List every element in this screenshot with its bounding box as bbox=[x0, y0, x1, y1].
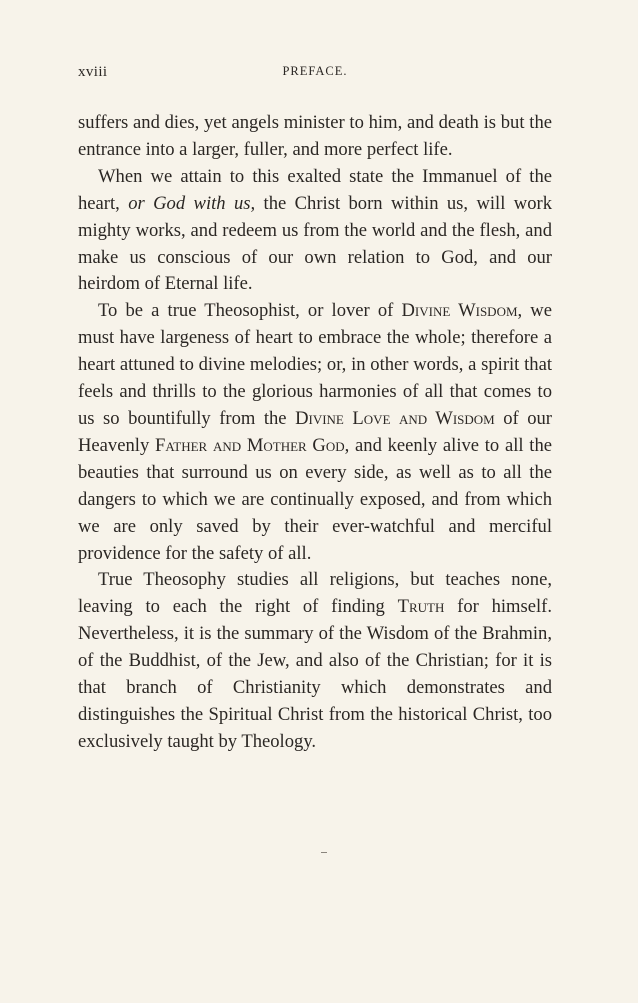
paragraph-3-text-d: and keenly alive to all the beauties that surround us on every side, as well as to all the dangers to which we are continually exposed, and from which we are only saved by their ever-watchful and merciful providence for the safety of all. bbox=[78, 434, 552, 564]
paragraph-1 bbox=[78, 110, 552, 164]
paragraph-3-smallcaps-2: Divine Love and Wisdom bbox=[295, 407, 495, 429]
paragraph-1-text: suffers and dies, yet angels minister to him, and death is but the entrance into a larger, fuller, and more perfect life. bbox=[78, 112, 552, 160]
paragraph-4-text-b: for himself. Nevertheless, it is the summary of the Wisdom of the Brahmin, of the Buddhist, of the Jew, and also of the Christian; for it is that branch of Christianity which demonstrates and distinguishes the Spiritual Christ from the historical Christ, too exclusively taught by Theology. bbox=[78, 596, 552, 752]
paragraph-4 bbox=[78, 567, 552, 755]
paragraph-3-text-c: of our Heavenly bbox=[78, 407, 552, 456]
running-title: PREFACE. bbox=[282, 64, 348, 78]
paragraph-2 bbox=[78, 164, 552, 299]
paragraph-3-smallcaps-1: Divine Wisdom, bbox=[401, 300, 523, 322]
paragraph-2-italic: or God with us, bbox=[128, 192, 256, 214]
paragraph-3 bbox=[78, 298, 552, 567]
paragraph-3-smallcaps-3: Father and Mother God, bbox=[154, 434, 350, 456]
page-number: xviii bbox=[78, 64, 108, 80]
paragraph-3-text-a: To be a true Theosophist, or lover of bbox=[98, 300, 402, 322]
body-text bbox=[78, 110, 552, 756]
paragraph-2-text-b: the Christ born within us, will work mighty works, and redeem us from the world and the flesh, and make us conscious of our own relation to God, and our heirdom of Eternal life. bbox=[78, 192, 552, 295]
paragraph-2-text-a: When we attain to this exalted state the Immanuel of the heart, bbox=[78, 165, 552, 214]
running-header bbox=[78, 64, 552, 88]
ink-mark bbox=[321, 852, 327, 853]
paragraph-3-text-b: we must have largeness of heart to embrace the whole; therefore a heart attuned to divine melodies; or, in other words, a spirit that feels and thrills to the glorious harmonies of all that comes to us so bountifully from the bbox=[78, 300, 552, 429]
paragraph-4-smallcaps: Truth bbox=[397, 596, 445, 618]
paragraph-4-text-a: True Theosophy studies all religions, but teaches none, leaving to each the right of finding bbox=[78, 569, 552, 618]
